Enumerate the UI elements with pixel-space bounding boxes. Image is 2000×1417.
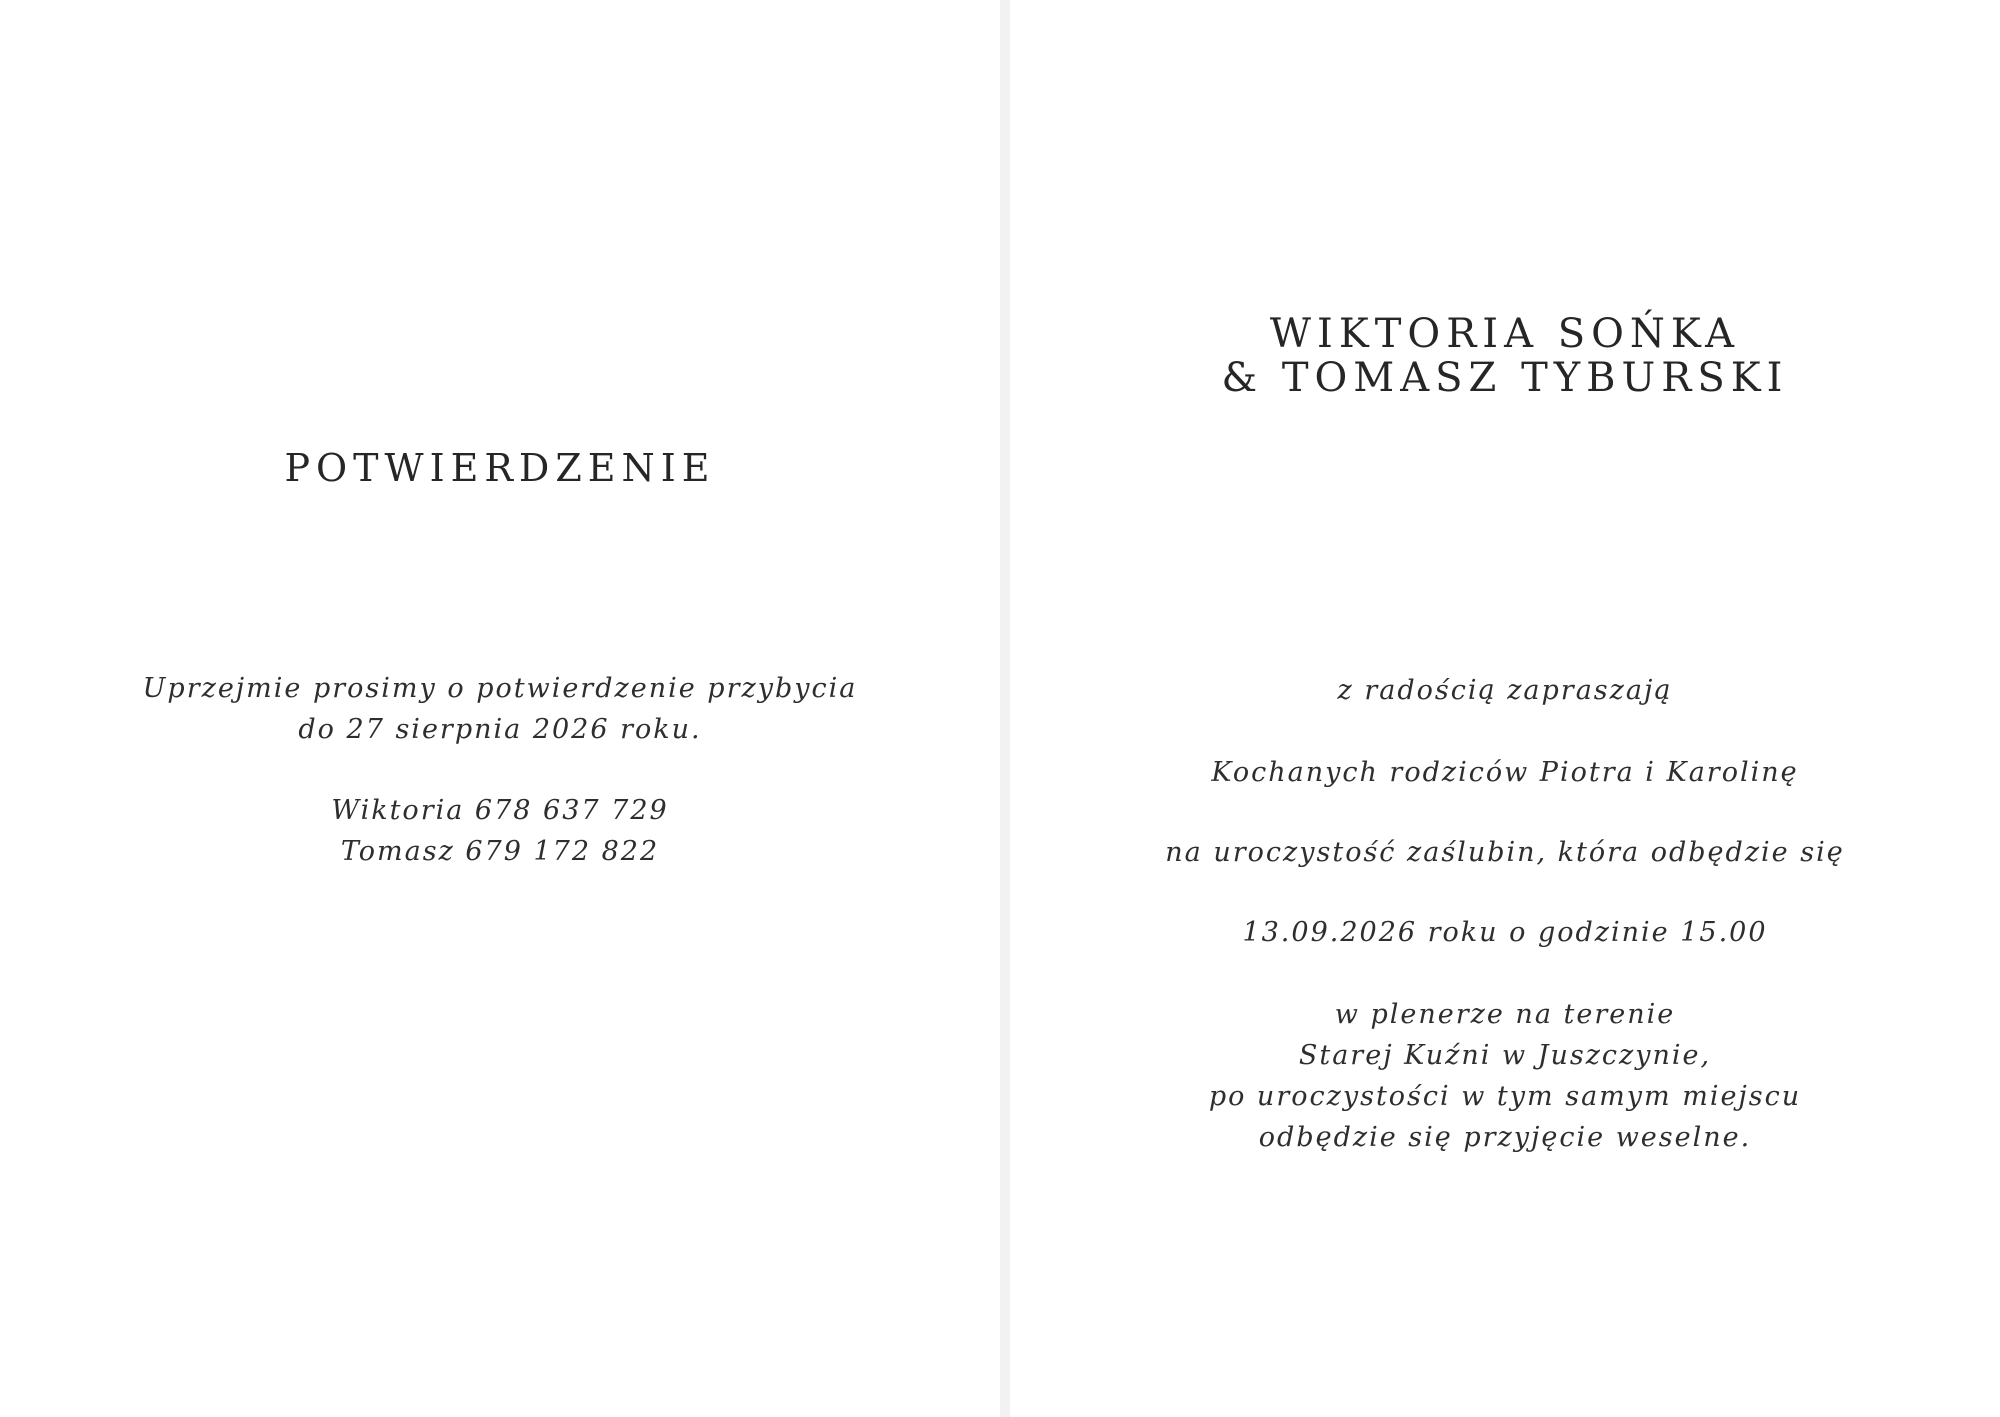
rsvp-line: do 27 sierpnia 2026 roku. xyxy=(298,714,702,745)
contact-groom: Tomasz 679 172 822 xyxy=(340,836,660,867)
venue-line: po uroczystości w tym samym miejscu xyxy=(1208,1081,1802,1112)
venue-line: Starej Kuźni w Juszczynie, xyxy=(1298,1040,1712,1071)
rsvp-request xyxy=(0,668,1000,750)
date-line: 13.09.2026 roku o godzinie 15.00 xyxy=(1242,917,1768,948)
rsvp-title: POTWIERDZENIE xyxy=(284,446,716,490)
bride-name: WIKTORIA SOŃKA xyxy=(1269,311,1741,357)
groom-name: & TOMASZ TYBURSKI xyxy=(1221,355,1789,401)
rsvp-line: Uprzejmie prosimy o potwierdzenie przybycia xyxy=(142,673,858,704)
venue-line: odbędzie się przyjęcie weselne. xyxy=(1258,1122,1752,1153)
ceremony-line: na uroczystość zaślubin, która odbędzie się xyxy=(1165,837,1845,868)
contact-bride: Wiktoria 678 637 729 xyxy=(331,795,669,826)
venue-block xyxy=(1010,994,2000,1158)
guests-line: Kochanych rodziców Piotra i Karolinę xyxy=(1211,757,1799,788)
couple-names xyxy=(1010,312,2000,400)
right-page xyxy=(1010,0,2000,1417)
rsvp-contacts xyxy=(0,790,1000,872)
invite-line: z radością zapraszają xyxy=(1337,675,1673,706)
venue-line: w plenerze na terenie xyxy=(1334,999,1676,1030)
